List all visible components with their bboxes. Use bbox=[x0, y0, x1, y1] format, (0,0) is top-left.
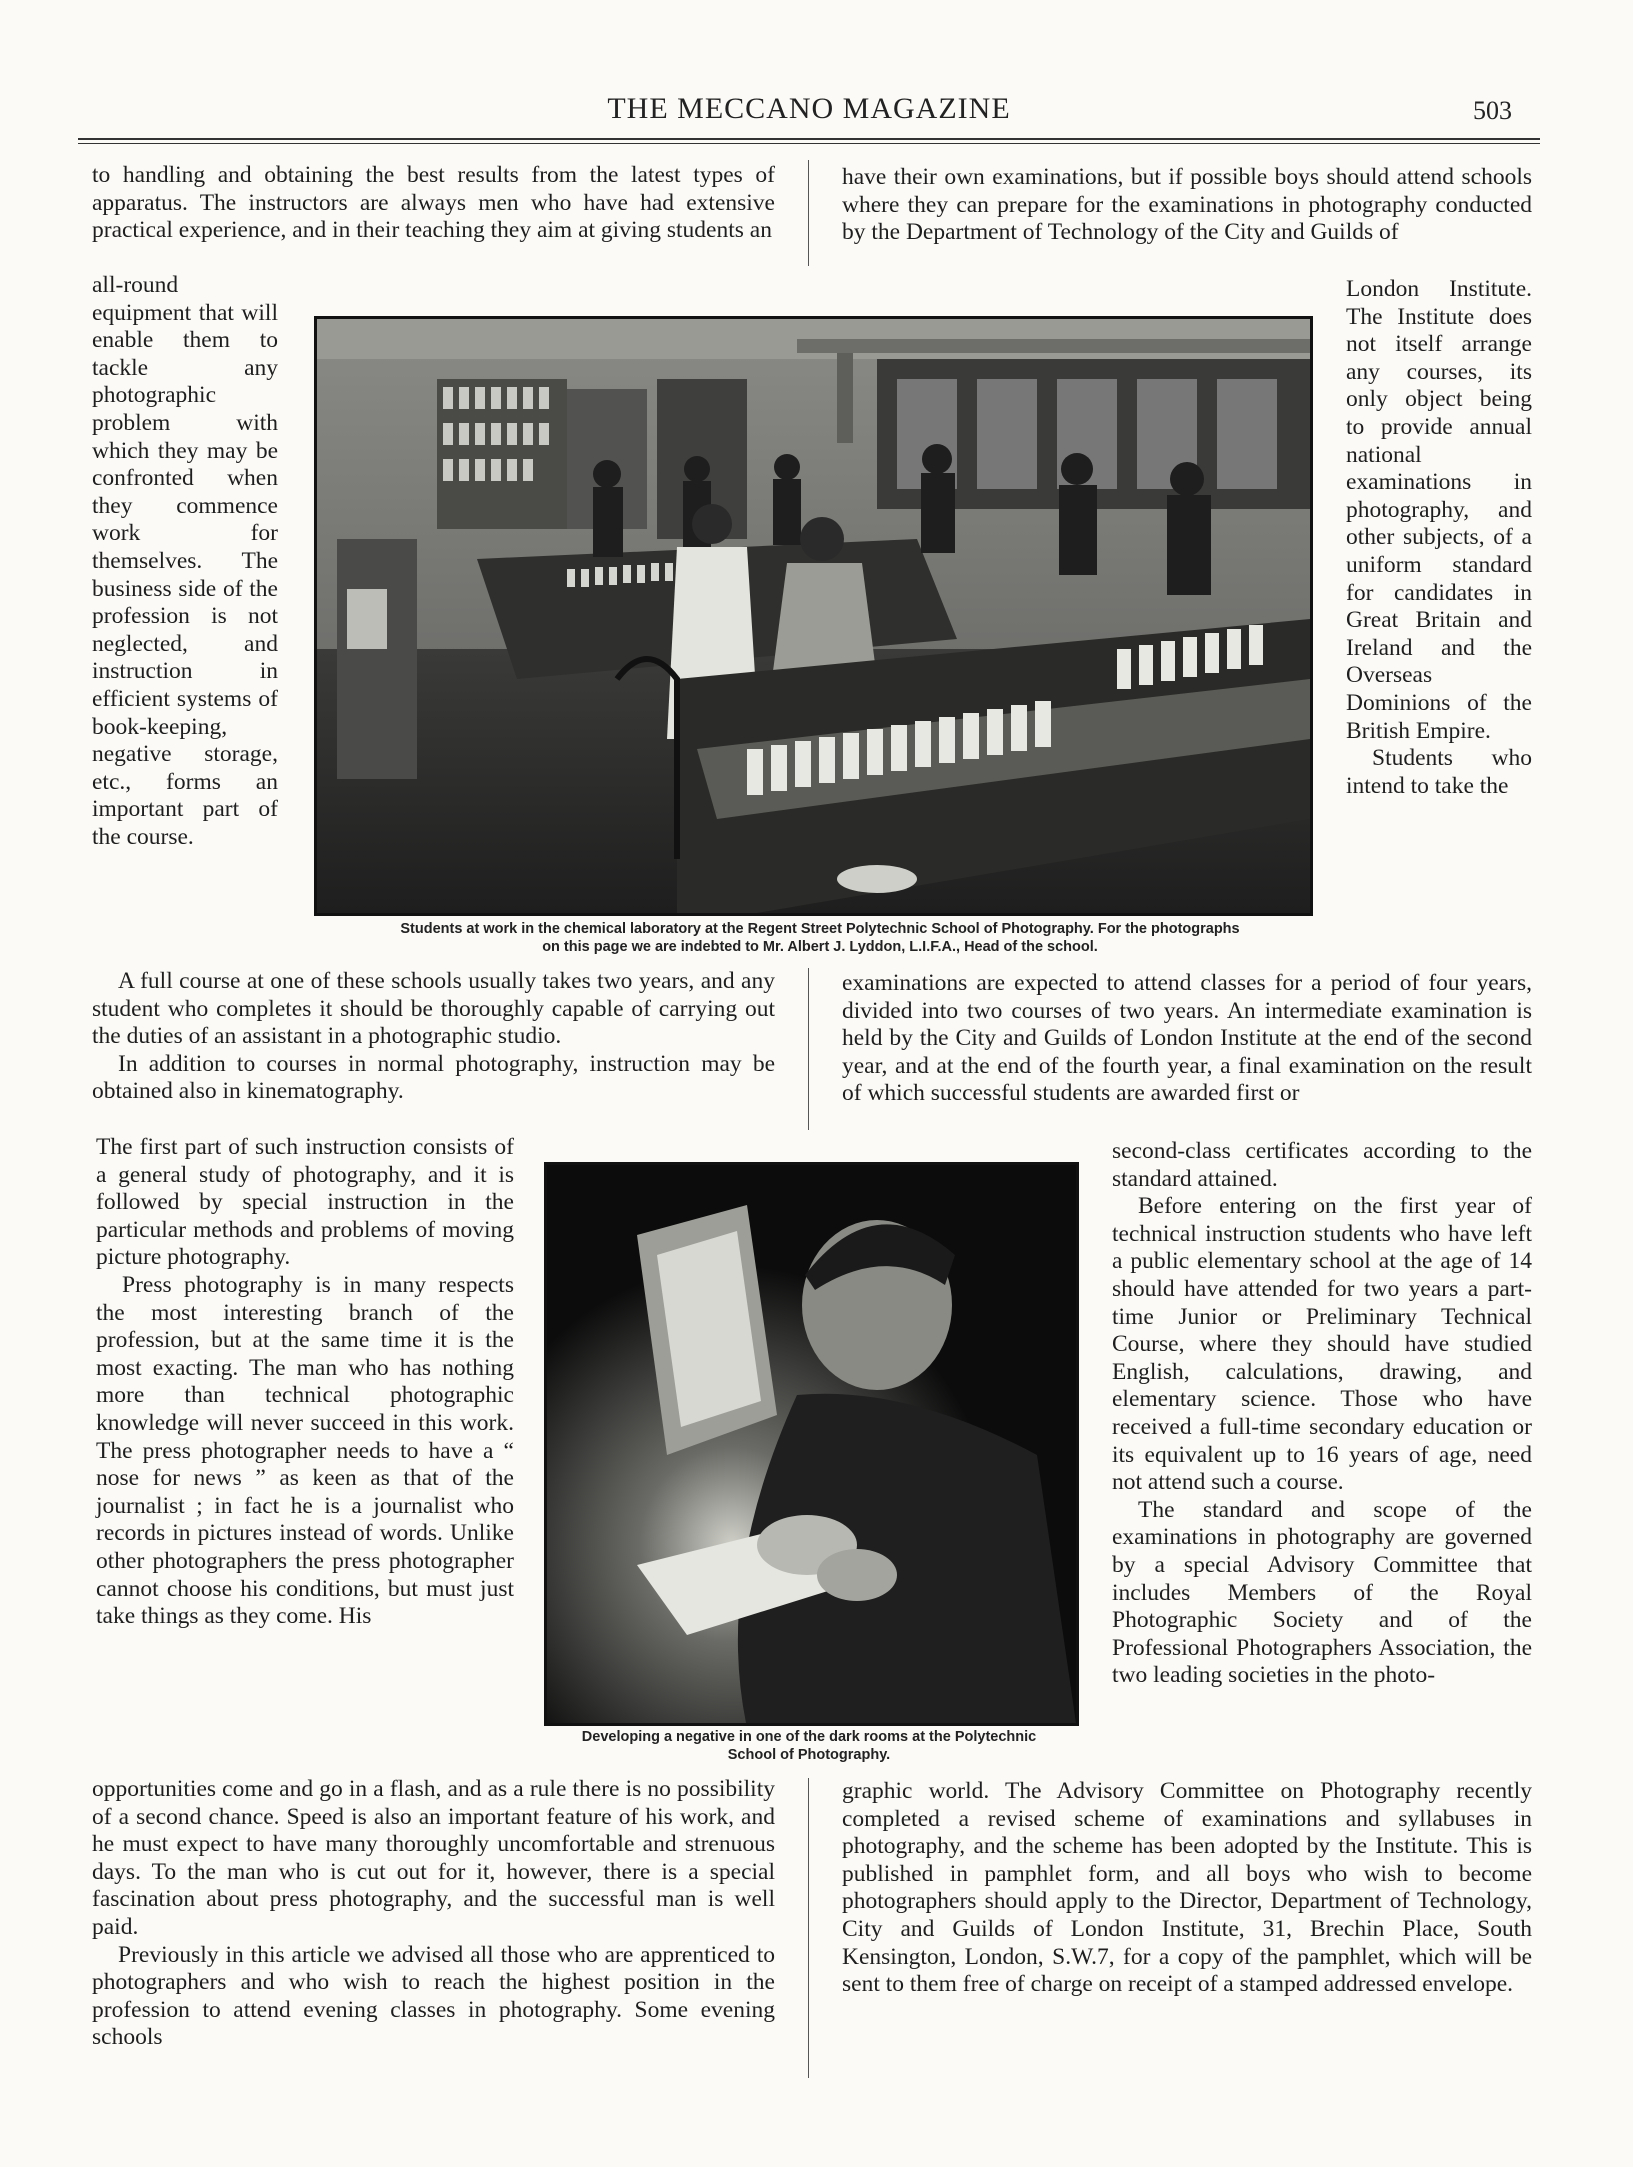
masthead bbox=[78, 92, 1540, 136]
paragraph: opportunities come and go in a flash, and as a rule there is no possibility of a second chance. Speed is also an important feature of his work, and he must expect to have many thoroughly uncomfortable and strenuous days. To the man who is cut out for it, however, there is a special fascination about press photography, and the successful man is well paid. bbox=[92, 1776, 775, 1940]
paragraph: second-class certificates according to the standard attained. bbox=[1112, 1138, 1532, 1192]
paragraph: In addition to courses in normal photography, instruction may be obtained also in kinematography. bbox=[92, 1050, 775, 1105]
darkroom-caption bbox=[534, 1728, 1084, 1764]
paragraph: Before entering on the first year of technical instruction students who have left a public elementary school at the age of 14 should have attended for two years a part-time Junior or Preliminary Technical Course, where they should have studied English, calculations, drawing, and elementary science. Those who have received a full-time secondary education or its equivalent up to 16 years of age, need not attend such a course. bbox=[1112, 1193, 1532, 1496]
column-rule bbox=[808, 1778, 809, 2078]
column-rule bbox=[808, 968, 809, 1130]
laboratory-illustration bbox=[317, 319, 1310, 913]
magazine-title: THE MECCANO MAGAZINE bbox=[607, 92, 1011, 125]
paragraph: Students who intend to take the bbox=[1346, 745, 1532, 799]
header-rule bbox=[78, 138, 1540, 140]
right-column-bottom bbox=[842, 1778, 1532, 1999]
paragraph: Press photography is in many respects the most interesting branch of the profession, but at the same time it is the most exacting. The man who has nothing more than technical photographic knowledge will never succeed in this work. The press photographer needs to have a “ nose for news ” as keen as that of the journalist ; in fact he is a journalist who records in pictures instead of words. Unlike other photographers the press photographer cannot choose his conditions, but must just take things as they come. His bbox=[96, 1271, 514, 1630]
caption-line: School of Photography. bbox=[727, 1747, 891, 1763]
paragraph: The first part of such instruction consists of a general study of photography, and it is followed by special instruction in the particular methods and problems of moving picture photography. bbox=[96, 1134, 514, 1271]
caption-line: on this page we are indebted to Mr. Albert J. Lyddon, L.I.F.A., Head of the school. bbox=[542, 939, 1098, 955]
right-column-beside-photo bbox=[1112, 1138, 1532, 1690]
laboratory-photo bbox=[314, 316, 1313, 916]
right-column-narrow bbox=[1346, 276, 1532, 800]
paragraph: all-round equipment that will enable them to tackle any photographic problem with which they may be confronted when they commence work for themselves. The business side of the profession is not neglected, and instruction in efficient systems of book-keeping, negative storage, etc., forms an important part of the course. bbox=[92, 272, 278, 850]
paragraph: to handling and obtaining the best results from the latest types of apparatus. The instructors are always men who have had extensive practical experience, and in their teaching they aim at giving students an bbox=[92, 162, 775, 244]
left-column-bottom bbox=[92, 1776, 775, 2052]
paragraph: have their own examinations, but if possible boys should attend schools where they can prepare for the examinations in photography conducted by the Department of Technology of the City and Guilds of bbox=[842, 164, 1532, 246]
paragraph: The standard and scope of the examinations in photography are governed by a special Advisory Committee that includes Members of the Royal Photographic Society and of the Professional Photographers Association, the two leading societies in the photo- bbox=[1112, 1496, 1532, 1689]
paragraph: examinations are expected to attend classes for a period of four years, divided into two courses of two years. An intermediate examination is held by the City and Guilds of London Institute at the end of the second year, and at the end of the fourth year, a final examination on the result of which successful students are awarded first or bbox=[842, 970, 1532, 1107]
darkroom-illustration bbox=[547, 1165, 1076, 1723]
right-column-top bbox=[842, 164, 1532, 247]
caption-line: Students at work in the chemical laboratory at the Regent Street Polytechnic School of Photography. For the photographs bbox=[400, 921, 1240, 937]
paragraph: graphic world. The Advisory Committee on Photography recently completed a revised scheme of examinations and syllabuses in photography, and the scheme has been adopted by the Institute. This is published in pamphlet form, and all boys who wish to become photographers should apply to the Director, Department of Technology, City and Guilds of London Institute, 31, Brechin Place, South Kensington, London, S.W.7, for a copy of the pamphlet, which will be sent to them free of charge on receipt of a stamped addressed envelope. bbox=[842, 1778, 1532, 1998]
column-rule bbox=[808, 160, 809, 266]
right-column-mid bbox=[842, 970, 1532, 1108]
header-rule-thin bbox=[78, 143, 1540, 144]
paragraph: London Institute. The Institute does not itself arrange any courses, its only object being to provide annual national examinations in photography, and other subjects, of a uniform standard for candidates in Great Britain and Ireland and the Overseas Dominions of the British Empire. bbox=[1346, 276, 1532, 744]
caption-line: Developing a negative in one of the dark rooms at the Polytechnic bbox=[581, 1729, 1037, 1745]
laboratory-caption bbox=[300, 920, 1340, 956]
paragraph: Previously in this article we advised all those who are apprenticed to photographers and who wish to reach the highest position in the profession to attend evening classes in photography. Some evening schools bbox=[92, 1941, 775, 2051]
left-column-mid bbox=[92, 968, 775, 1106]
left-column-beside-photo bbox=[96, 1134, 514, 1631]
left-column-top bbox=[92, 162, 775, 245]
darkroom-photo bbox=[544, 1162, 1079, 1726]
left-column-narrow bbox=[92, 272, 278, 851]
paragraph: A full course at one of these schools usually takes two years, and any student who completes it should be thoroughly capable of carrying out the duties of an assistant in a photographic studio. bbox=[92, 968, 775, 1050]
page-number: 503 bbox=[1473, 96, 1512, 125]
